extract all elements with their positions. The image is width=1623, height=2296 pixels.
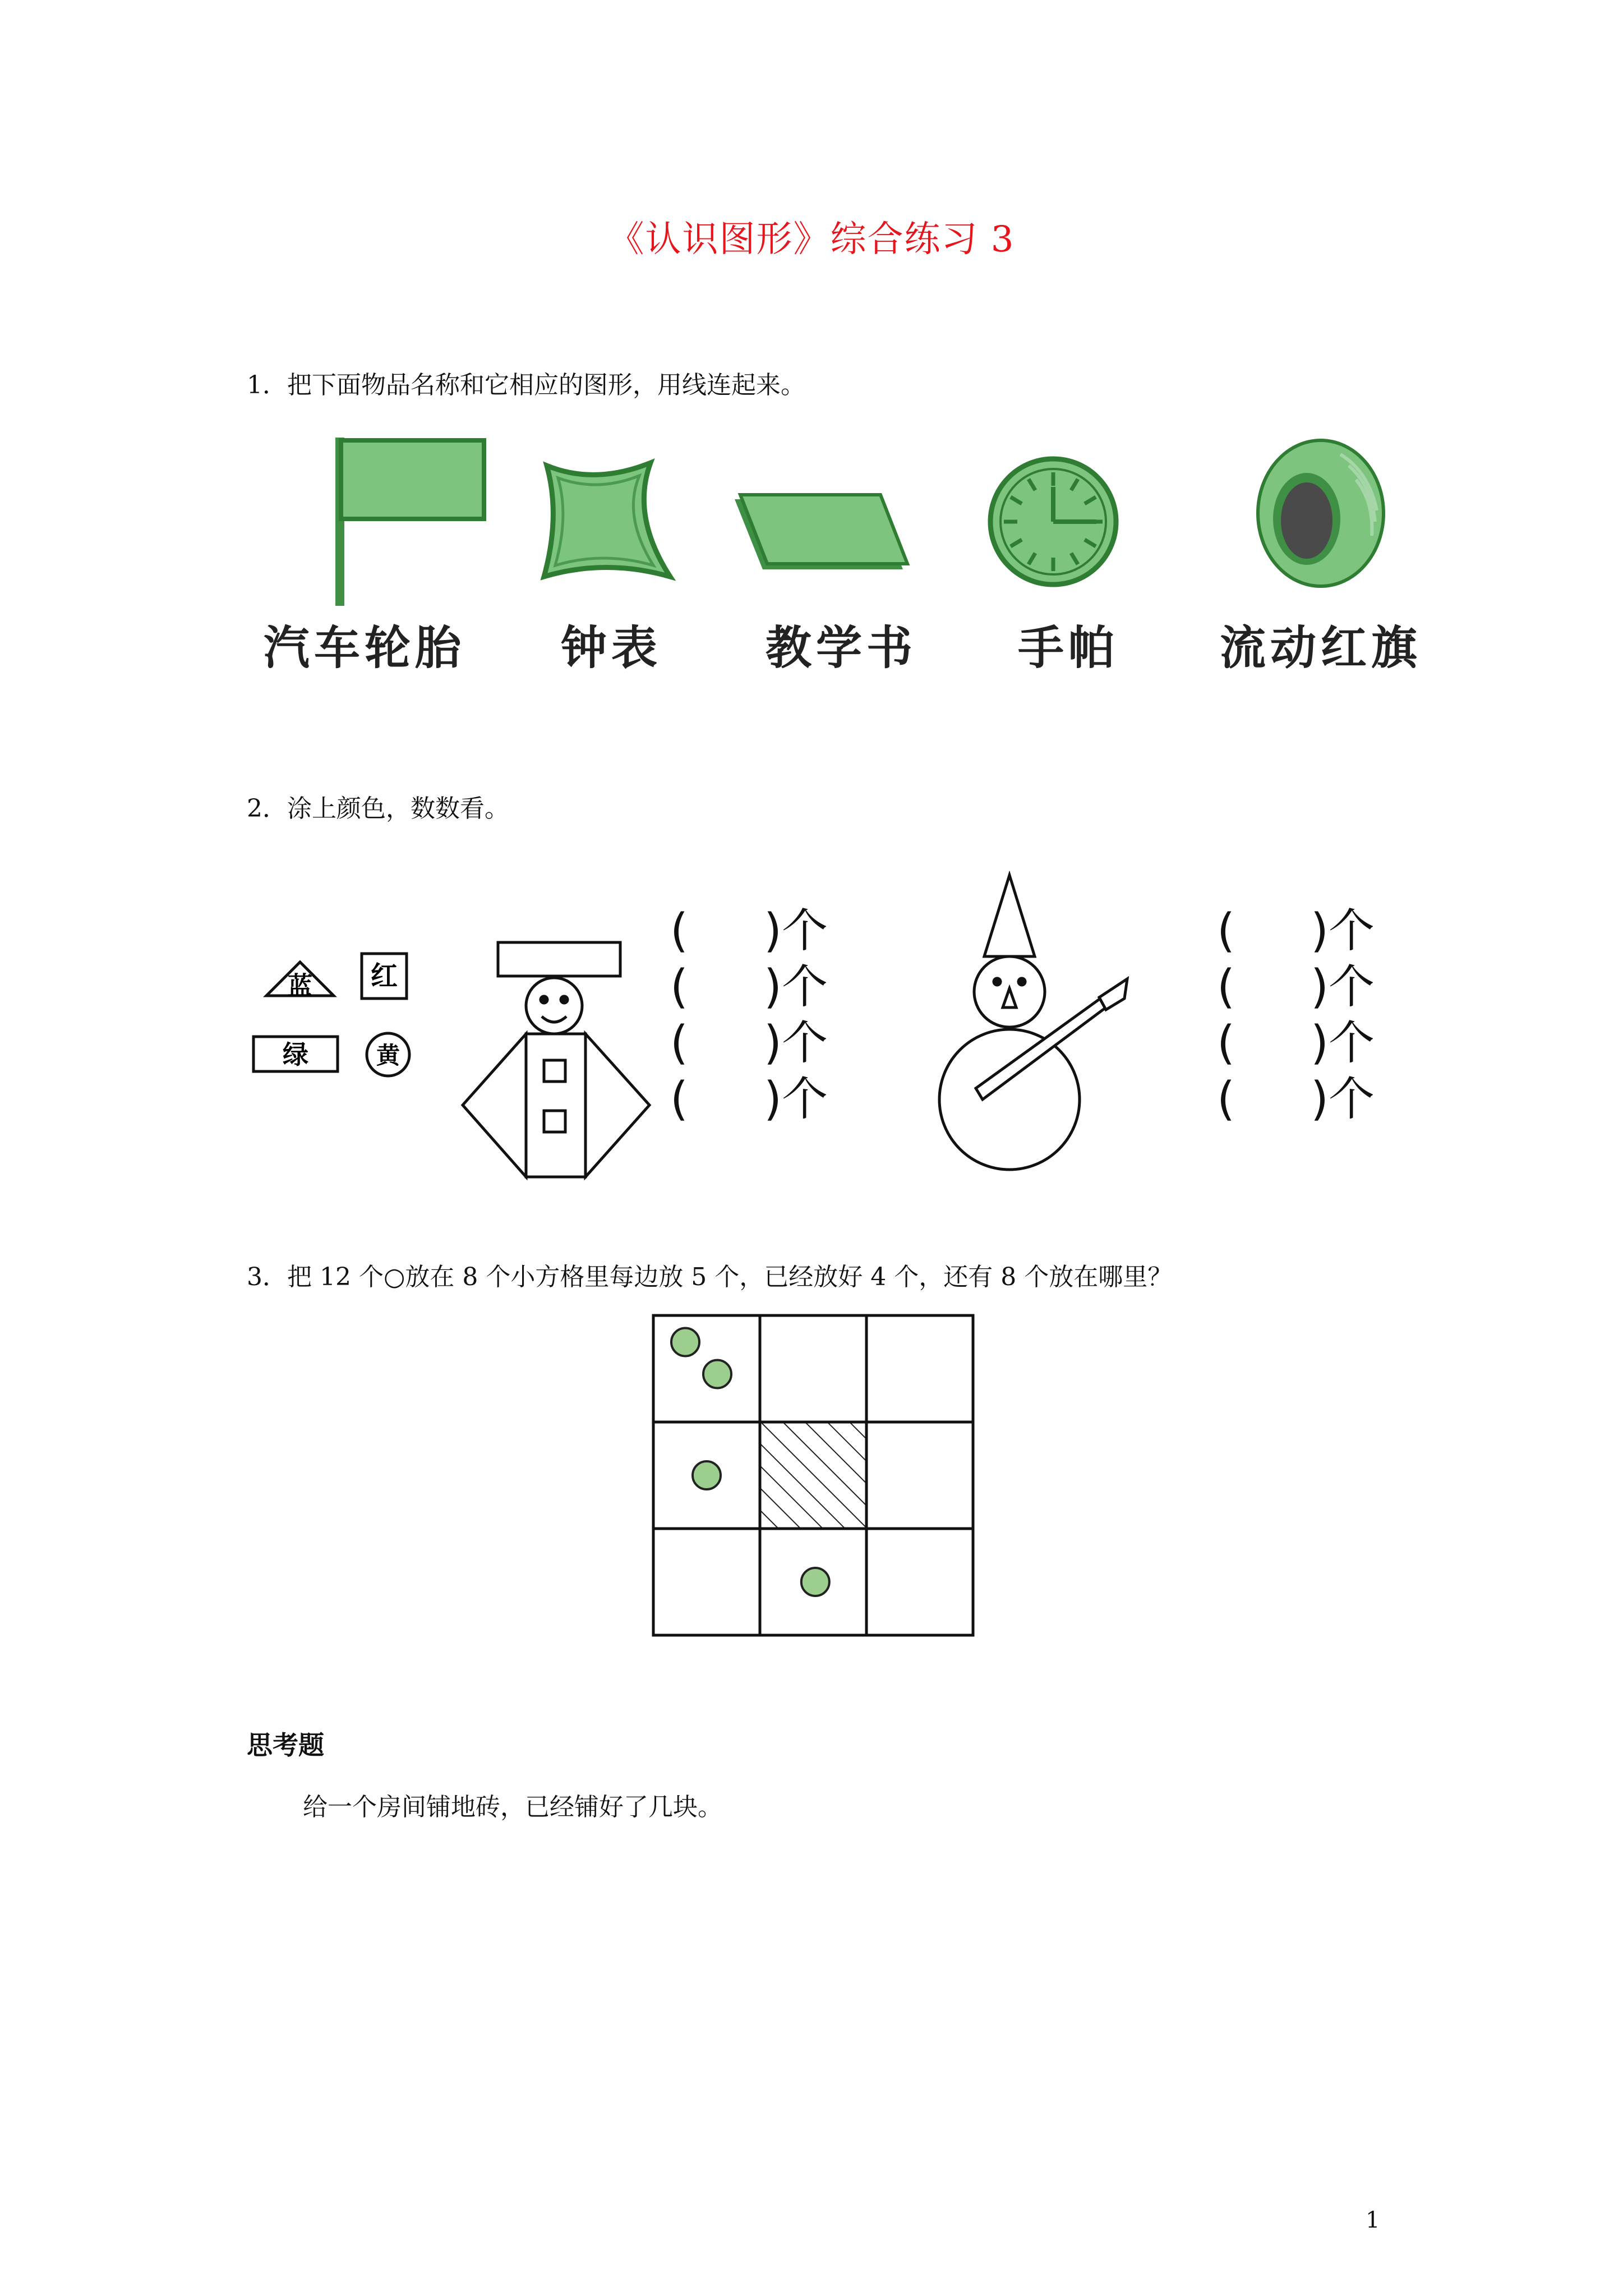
grid-cell[interactable] [866,1529,973,1635]
placed-circle [693,1461,721,1489]
clock-icon [990,459,1116,585]
shaded-cell [760,1422,866,1529]
placement-grid [651,1313,976,1638]
legend-label-blue: 蓝 [288,972,312,1000]
count-row[interactable]: ( )个 [1217,1073,1375,1126]
legend-label-yellow: 黄 [376,1042,400,1069]
label-flag: 流动红旗 [1220,622,1422,675]
robot-body [526,1034,585,1177]
placed-circle [703,1360,731,1388]
placed-circle [801,1568,829,1596]
snowman-hat [984,875,1035,956]
robot-left-arm [463,1034,526,1177]
label-book: 教学书 [766,622,917,675]
count-row[interactable]: ( )个 [1217,904,1375,958]
robot-figure [463,942,649,1177]
thinking-heading: 思考题 [247,1730,324,1760]
snowman-figure [939,875,1127,1170]
robot-button-1 [544,1060,565,1082]
snowman-broom [976,999,1106,1099]
robot-right-arm [585,1034,649,1177]
page-title: 《认识图形》综合练习 3 [608,219,1015,260]
handkerchief-icon [544,463,670,577]
count-row[interactable]: ( )个 [1217,960,1375,1014]
count-row[interactable]: ( )个 [670,904,828,958]
flag-icon [335,438,484,606]
page-number: 1 [1366,2207,1380,2233]
tire-icon [1258,440,1384,586]
placed-circle [671,1328,699,1356]
robot-hat [498,942,620,976]
label-clock: 钟表 [561,622,662,675]
count-blanks-left [670,903,828,1128]
snowman-body [939,1029,1080,1170]
question-2-prompt: 2．涂上颜色，数数看。 [247,794,509,823]
color-legend [253,954,409,1076]
book-icon [735,495,907,569]
count-row[interactable]: ( )个 [1217,1016,1375,1070]
grid-cell[interactable] [760,1315,866,1422]
robot-head [526,978,582,1034]
label-tire: 汽车轮胎 [264,622,466,675]
robot-button-2 [544,1111,565,1132]
label-handkerchief: 手帕 [1018,622,1119,675]
legend-label-red: 红 [370,960,398,992]
count-blanks-right [1217,903,1375,1128]
count-row[interactable]: ( )个 [670,960,828,1014]
grid-cell[interactable] [653,1529,760,1635]
question-3-prompt: 3．把 12 个○放在 8 个小方格里每边放 5 个，已经放好 4 个，还有 8 个放在哪里？ [247,1263,1173,1291]
question-1-prompt: 1．把下面物品名称和它相应的图形，用线连起来。 [247,371,805,399]
grid-cell[interactable] [866,1422,973,1529]
count-row[interactable]: ( )个 [670,1016,828,1070]
legend-label-green: 绿 [283,1039,308,1070]
thinking-text: 给一个房间铺地砖，已经铺好了几块。 [303,1793,722,1821]
grid-cell[interactable] [866,1315,973,1422]
count-row[interactable]: ( )个 [670,1073,828,1126]
